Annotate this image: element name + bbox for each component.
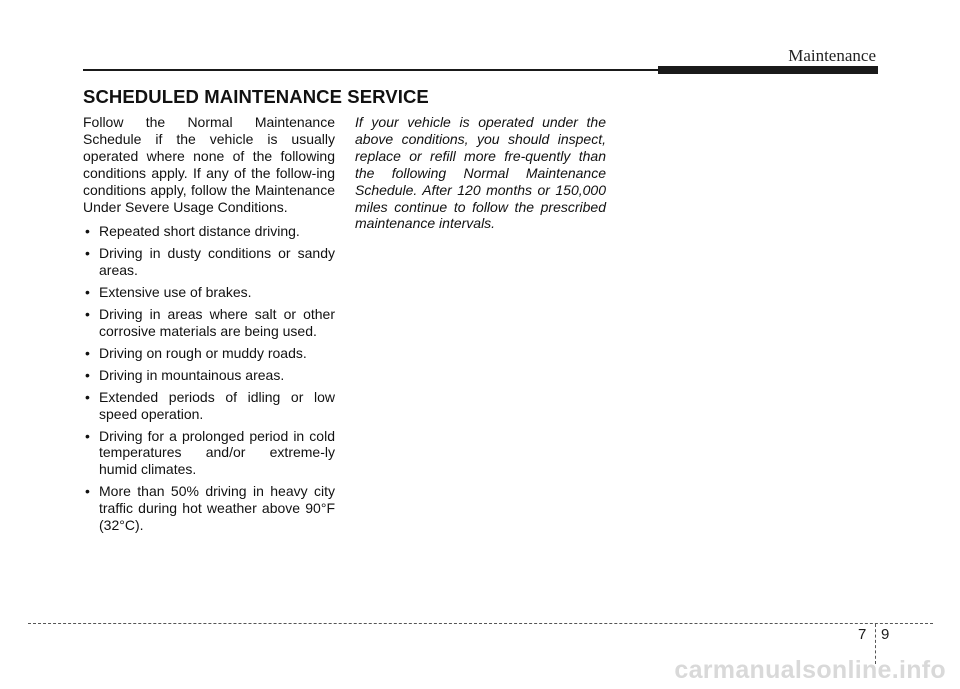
bullet-glyph: • bbox=[85, 245, 90, 262]
condition-item bbox=[83, 483, 335, 534]
conditions-list bbox=[83, 223, 335, 534]
page-heading: SCHEDULED MAINTENANCE SERVICE bbox=[83, 86, 429, 107]
condition-text: Driving in mountainous areas. bbox=[99, 366, 285, 383]
condition-item bbox=[83, 223, 335, 240]
condition-item bbox=[83, 284, 335, 301]
condition-item bbox=[83, 428, 335, 479]
condition-text: Driving on rough or muddy roads. bbox=[99, 344, 307, 361]
watermark: carmanualsonline.info bbox=[674, 656, 946, 684]
bullet-glyph: • bbox=[85, 344, 90, 361]
bullet-glyph: • bbox=[85, 483, 90, 500]
header-rule-thick bbox=[658, 66, 878, 74]
section-label: Maintenance bbox=[788, 46, 876, 65]
severe-usage-note: If your vehicle is operated under the above conditions, you should inspect, replace or refill more fre-quently than the following Normal Maintenance Schedule. After 120 months or 150,000 miles continue to follow the prescribed maintenance intervals. bbox=[355, 114, 606, 232]
condition-item bbox=[83, 245, 335, 279]
header-rule-thin bbox=[83, 69, 661, 71]
condition-item bbox=[83, 345, 335, 362]
bullet-glyph: • bbox=[85, 427, 90, 444]
condition-text: Repeated short distance driving. bbox=[99, 223, 300, 240]
page-number: 9 bbox=[881, 626, 890, 643]
condition-text: Driving in areas where salt or other corrosive materials are being used. bbox=[99, 306, 335, 339]
bullet-glyph: • bbox=[85, 388, 90, 405]
condition-text: Extensive use of brakes. bbox=[99, 284, 252, 301]
condition-item bbox=[83, 306, 335, 340]
bullet-glyph: • bbox=[85, 223, 90, 240]
condition-item bbox=[83, 389, 335, 423]
bullet-glyph: • bbox=[85, 366, 90, 383]
bullet-glyph: • bbox=[85, 306, 90, 323]
intro-paragraph: Follow the Normal Maintenance Schedule if the vehicle is usually operated where none of the following conditions apply. If any of the follow-ing conditions apply, follow the Maintenance Under Severe Usage Conditions. bbox=[83, 114, 335, 215]
bullet-glyph: • bbox=[85, 284, 90, 301]
condition-item bbox=[83, 367, 335, 384]
footer-dashed-rule bbox=[28, 623, 933, 624]
left-column bbox=[83, 114, 335, 539]
condition-text: Driving for a prolonged period in cold temperatures and/or extreme-ly humid climates. bbox=[99, 427, 335, 478]
condition-text: More than 50% driving in heavy city traffic during hot weather above 90°F (32°C). bbox=[99, 483, 335, 534]
chapter-number: 7 bbox=[858, 626, 867, 643]
condition-text: Driving in dusty conditions or sandy areas. bbox=[99, 245, 335, 279]
condition-text: Extended periods of idling or low speed operation. bbox=[99, 388, 335, 422]
